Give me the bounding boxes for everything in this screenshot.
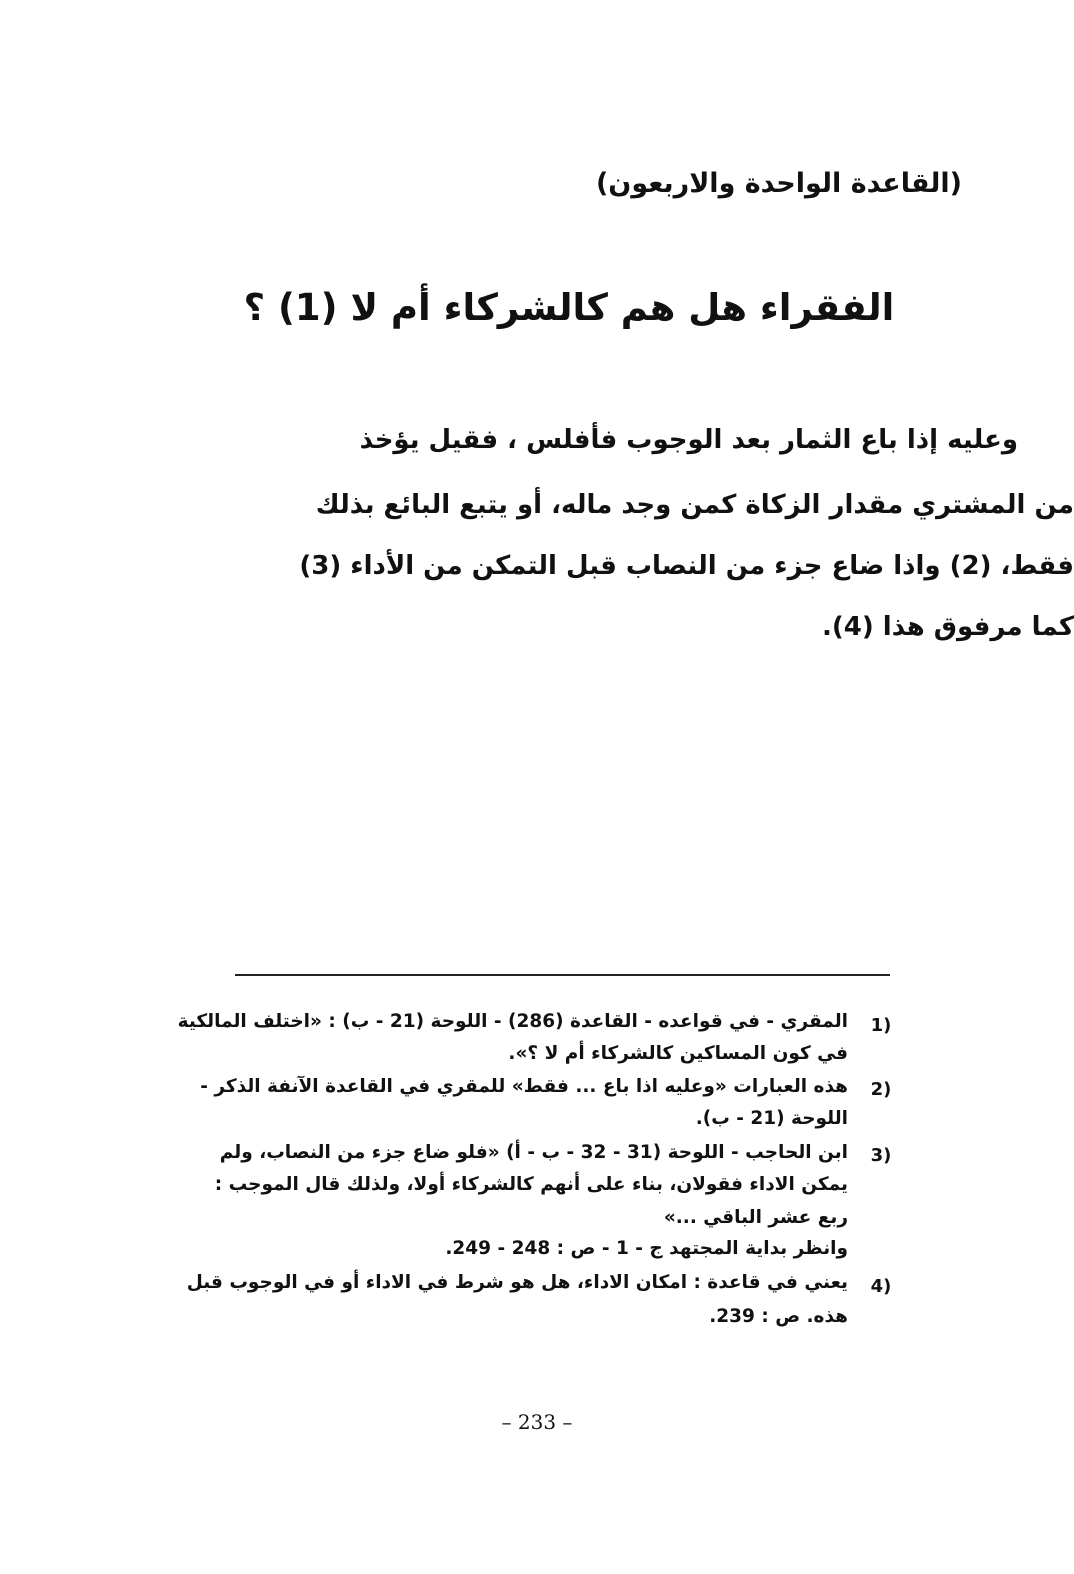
- footnote-line: هذه. ص : 239.: [709, 1306, 848, 1327]
- footnote-line: يعني في قاعدة : امكان الاداء، هل هو شرط في الاداء أو في الوجوب قبل: [186, 1272, 848, 1293]
- footnote-number: 2): [870, 1079, 892, 1100]
- body-line: وعليه إذا باع الثمار بعد الوجوب فأفلس ، فقيل يؤخذ: [359, 425, 1018, 455]
- footnote-number: 1): [870, 1015, 892, 1036]
- footnote-line: اللوحة (21 - ب).: [695, 1108, 848, 1129]
- page-title: [0, 286, 1074, 329]
- body-line: من المشتري مقدار الزكاة كمن وجد ماله، أو يتبع البائع بذلك: [315, 490, 1074, 520]
- page-title-text: الفقراء هل هم كالشركاء أم لا (1) ؟: [243, 286, 895, 329]
- body-line: فقط، (2) واذا ضاع جزء من النصاب قبل التمكن من الأداء (3): [299, 551, 1074, 581]
- footnote-line: المقري - في قواعده - القاعدة (286) - اللوحة (21 - ب) : «اختلف المالكية: [177, 1011, 848, 1032]
- footnote-line: ربع عشر الباقي ...»: [663, 1207, 848, 1228]
- footnote-line: يمكن الاداء فقولان، بناء على أنهم كالشركاء أولا، ولذلك قال الموجب :: [214, 1174, 848, 1195]
- footnote-number: 3): [870, 1145, 892, 1166]
- footnote-number: 4): [870, 1276, 892, 1297]
- footnote-separator: [235, 974, 890, 976]
- footnote-line: في كون المساكين كالشركاء أم لا ؟».: [508, 1043, 848, 1064]
- footnote-line: وانظر بداية المجتهد ج - 1 - ص : 248 - 249.: [445, 1238, 848, 1259]
- chapter-heading: (القاعدة الواحدة والاربعون): [595, 168, 962, 199]
- body-line: كما مرفوق هذا (4).: [821, 612, 1074, 642]
- footnote-line: هذه العبارات «وعليه اذا باع ... فقط» للمقري في القاعدة الآنفة الذكر -: [200, 1076, 848, 1097]
- footnote-line: ابن الحاجب - اللوحة (31 - 32 - ب - أ) «فلو ضاع جزء من النصاب، ولم: [219, 1142, 848, 1163]
- page-number: – 233 –: [501, 1410, 573, 1434]
